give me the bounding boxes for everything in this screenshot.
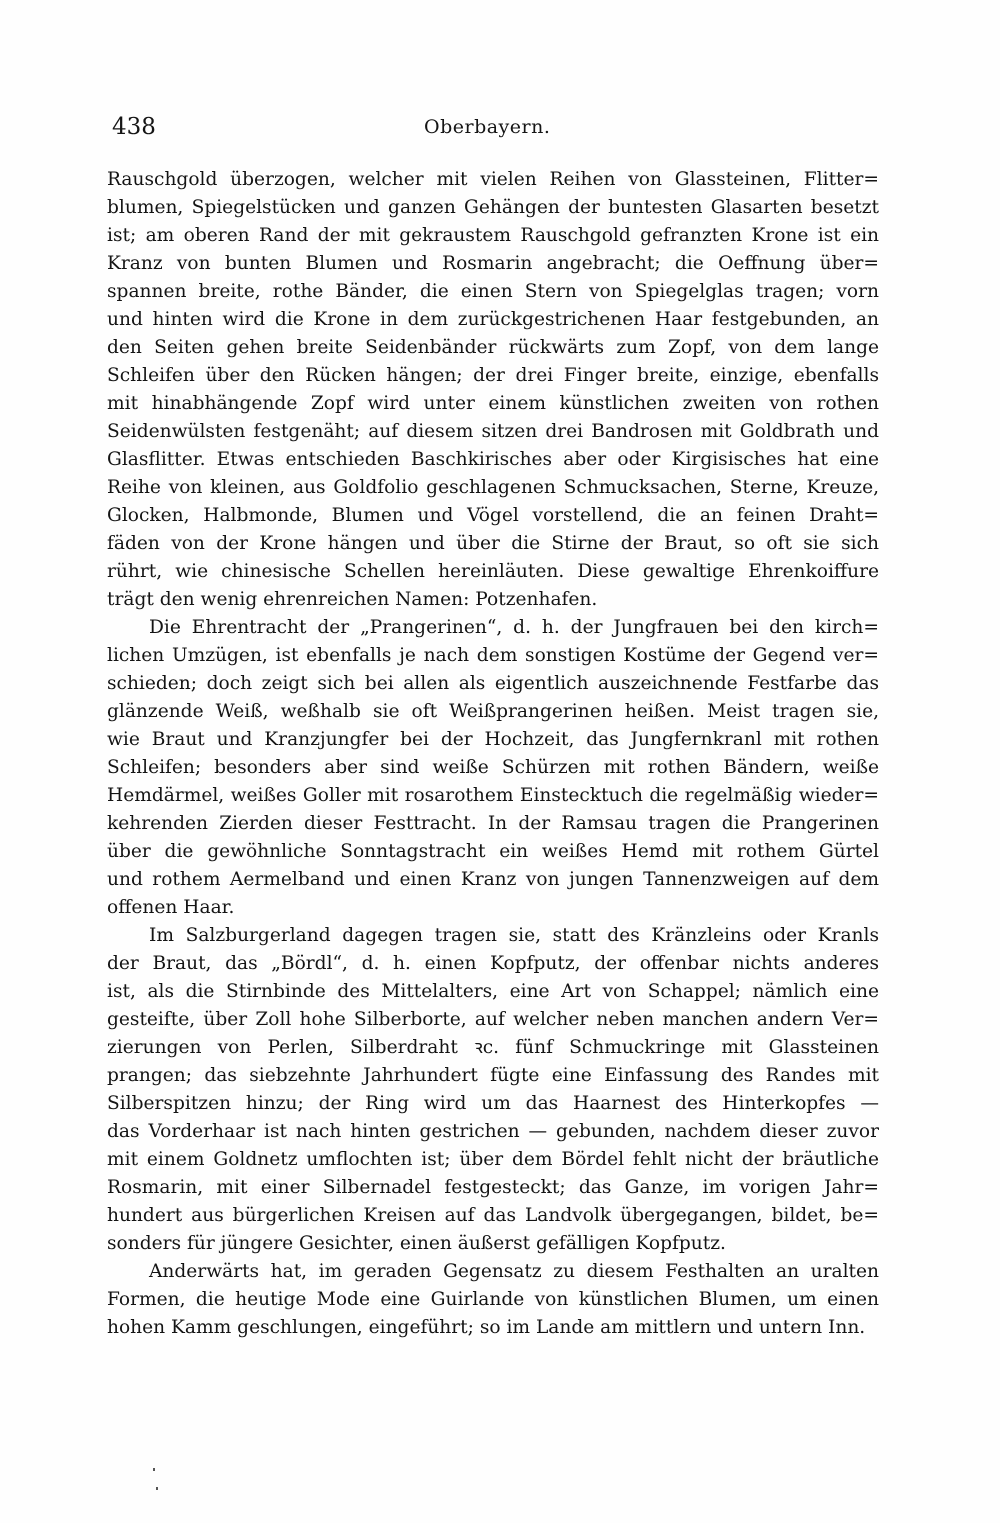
paragraph-first-line: Die Ehrentracht der „Prangerinen“, d. h. der Jungfrauen bei den kirch= <box>149 617 879 638</box>
text-line: das Vorderhaar ist nach hinten gestrichen — gebunden, nachdem dieser zuvor <box>107 1121 879 1142</box>
text-line: Glasflitter. Etwas entschieden Baschkirisches aber oder Kirgisisches hat eine <box>107 449 879 470</box>
paragraph-last-line: hohen Kamm geschlungen, eingeführt; so im Lande am mittlern und untern Inn. <box>107 1317 866 1338</box>
text-line: Silberspitzen hinzu; der Ring wird um das Haarnest des Hinterkopfes — <box>107 1093 879 1114</box>
text-line: lichen Umzügen, ist ebenfalls je nach dem sonstigen Kostüme der Gegend ver= <box>107 645 879 666</box>
text-line: und hinten wird die Krone in dem zurückgestrichenen Haar festgebunden, an <box>107 309 879 330</box>
text-line: zierungen von Perlen, Silberdraht ꝛc. fünf Schmuckringe mit Glassteinen <box>107 1037 879 1058</box>
text-line: ist; am oberen Rand der mit gekraustem Rauschgold gefranzten Krone ist ein <box>107 225 879 246</box>
paragraph-first-line: Anderwärts hat, im geraden Gegensatz zu diesem Festhalten an uralten <box>149 1261 879 1282</box>
paragraph-last-line: sonders für jüngere Gesichter, einen äußerst gefälligen Kopfputz. <box>107 1233 726 1254</box>
text-line: mit hinabhängende Zopf wird unter einem künstlichen zweiten von rothen <box>107 393 879 414</box>
text-line: ist, als die Stirnbinde des Mittelalters, eine Art von Schappel; nämlich eine <box>107 981 879 1002</box>
text-line: und rothem Aermelband und einen Kranz von jungen Tannenzweigen auf dem <box>107 869 879 890</box>
body-text <box>107 166 879 1342</box>
text-line: spannen breite, rothe Bänder, die einen Stern von Spiegelglas tragen; vorn <box>107 281 879 302</box>
running-head: Oberbayern. <box>424 116 551 138</box>
text-line: den Seiten gehen breite Seidenbänder rückwärts zum Zopf, von dem lange <box>107 337 879 358</box>
text-line: hundert aus bürgerlichen Kreisen auf das Landvolk übergegangen, bildet, be= <box>107 1205 879 1226</box>
text-line: gesteifte, über Zoll hohe Silberborte, auf welcher neben manchen andern Ver= <box>107 1009 879 1030</box>
text-line: fäden von der Krone hängen und über die Stirne der Braut, so oft sie sich <box>107 533 879 554</box>
text-line: der Braut, das „Bördl“, d. h. einen Kopfputz, der offenbar nichts anderes <box>107 953 879 974</box>
paper-speck <box>153 1468 155 1471</box>
text-line: Rauschgold überzogen, welcher mit vielen Reihen von Glassteinen, Flitter= <box>107 169 879 190</box>
text-line: prangen; das siebzehnte Jahrhundert fügte eine Einfassung des Randes mit <box>107 1065 879 1086</box>
page-number: 438 <box>112 114 156 140</box>
text-line: Schleifen; besonders aber sind weiße Schürzen mit rothen Bändern, weiße <box>107 757 879 778</box>
text-line: blumen, Spiegelstücken und ganzen Gehängen der buntesten Glasarten besetzt <box>107 197 879 218</box>
paragraph-first-line: Im Salzburgerland dagegen tragen sie, statt des Kränzleins oder Kranls <box>149 925 879 946</box>
paper-speck <box>156 1487 158 1490</box>
text-line: schieden; doch zeigt sich bei allen als eigentlich auszeichnende Festfarbe das <box>107 673 879 694</box>
text-line: Formen, die heutige Mode eine Guirlande von künstlichen Blumen, um einen <box>107 1289 879 1310</box>
text-line: Kranz von bunten Blumen und Rosmarin angebracht; die Oeffnung über= <box>107 253 879 274</box>
text-line: Rosmarin, mit einer Silbernadel festgesteckt; das Ganze, im vorigen Jahr= <box>107 1177 879 1198</box>
text-line: Reihe von kleinen, aus Goldfolio geschlagenen Schmucksachen, Sterne, Kreuze, <box>107 477 879 498</box>
text-line: rührt, wie chinesische Schellen hereinläuten. Diese gewaltige Ehrenkoiffure <box>107 561 879 582</box>
text-line: wie Braut und Kranzjungfer bei der Hochzeit, das Jungfernkranl mit rothen <box>107 729 879 750</box>
text-line: mit einem Goldnetz umflochten ist; über dem Bördel fehlt nicht der bräutliche <box>107 1149 879 1170</box>
text-line: über die gewöhnliche Sonntagstracht ein weißes Hemd mit rothem Gürtel <box>107 841 879 862</box>
text-line: Schleifen über den Rücken hängen; der drei Finger breite, einzige, ebenfalls <box>107 365 879 386</box>
text-line: Seidenwülsten festgenäht; auf diesem sitzen drei Bandrosen mit Goldbrath und <box>107 421 879 442</box>
text-line: kehrenden Zierden dieser Festtracht. In der Ramsau tragen die Prangerinen <box>107 813 879 834</box>
paragraph-last-line: offenen Haar. <box>107 897 235 918</box>
paragraph-last-line: trägt den wenig ehrenreichen Namen: Potzenhafen. <box>107 589 598 610</box>
page-header <box>112 114 882 150</box>
text-line: glänzende Weiß, weßhalb sie oft Weißprangerinen heißen. Meist tragen sie, <box>107 701 879 722</box>
text-line: Glocken, Halbmonde, Blumen und Vögel vorstellend, die an feinen Draht= <box>107 505 879 526</box>
text-line: Hemdärmel, weißes Goller mit rosarothem Einstecktuch die regelmäßig wieder= <box>107 785 879 806</box>
